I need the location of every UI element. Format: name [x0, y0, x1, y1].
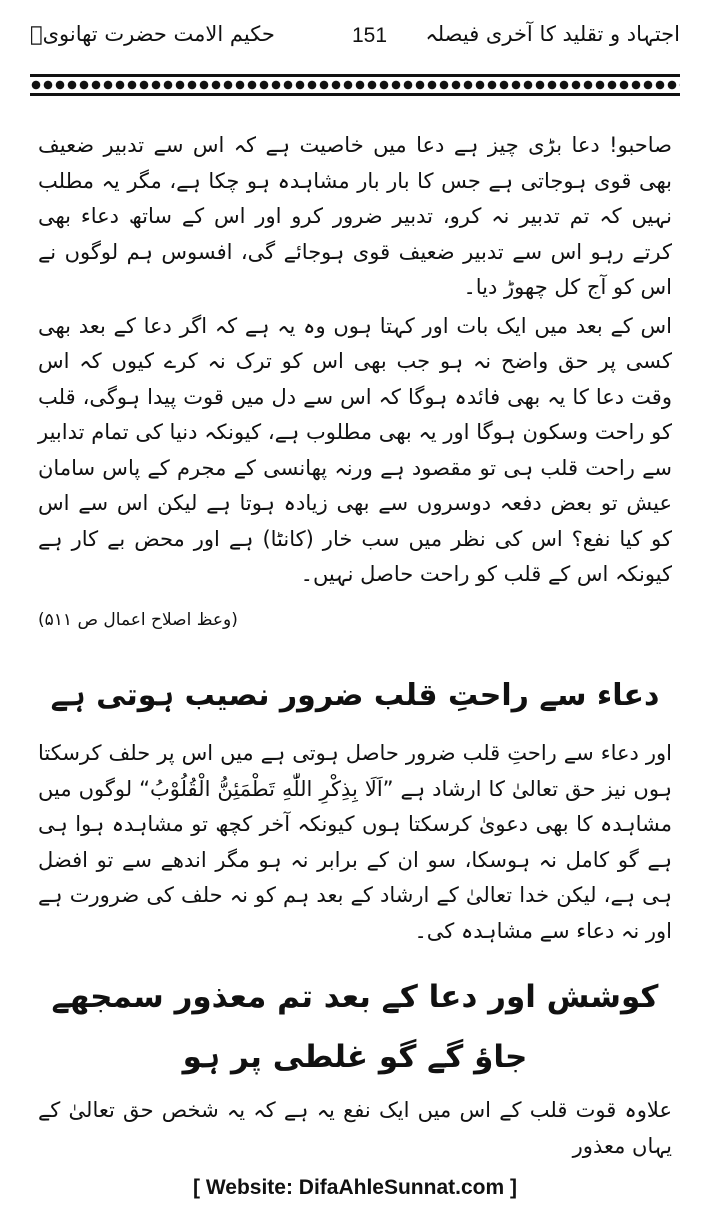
website-footer: [ Website: DifaAhleSunnat.com ]	[193, 1176, 517, 1199]
section-heading-1: دعاء سے راحتِ قلب ضرور نصیب ہوتی ہے	[50, 678, 660, 713]
page-number: 151	[352, 24, 388, 47]
decorative-border	[30, 74, 680, 96]
paragraph-1: صاحبو! دعا بڑی چیز ہے دعا میں خاصیت ہے کہ اس سے تدبیر ضعیف بھی قوی ہوجاتی ہے جس کا بار بار مشاہدہ ہو چکا ہے، مگر یہ مطلب نہیں کہ تم تدبیر نہ کرو، تدبیر ضرور کرو اور اس کے ساتھ دعاء بھی کرتے رہو اس سے تدبیر ضعیف قوی ہوجائے گی، افسوس ہم لوگوں نے اس کو آج کل چھوڑ دیا۔	[38, 133, 672, 299]
page-header	[30, 22, 680, 62]
paragraph-2: اس کے بعد میں ایک بات اور کہتا ہوں وہ یہ ہے کہ اگر دعا کے بعد بھی کسی پر حق واضح نہ ہو جب بھی اس کو ترک نہ کرے کیوں کہ اس وقت دعا کا یہ بھی فائدہ ہوگا کہ اس سے دل میں قوت پیدا ہوگی، قلب کو راحت وسکون ہوگا اور یہ بھی مطلوب ہے، کیونکہ دنیا کی تمام تدابیر سے راحت قلب ہی تو مقصود ہے ورنہ پھانسی کے مجرم کے پاس سامان عیش تو بعض دفعہ دوسروں سے بھی زیادہ ہوتا ہے لیکن اس سے اس کو کیا نفع؟ اس کی نظر میں سب خار (کانٹا) ہے اور محض بے کار ہے کیونکہ اس کے قلب کو راحت حاصل نہیں۔	[38, 313, 672, 586]
paragraph-4: علاوہ قوت قلب کے اس میں ایک نفع یہ ہے کہ یہ شخص حق تعالیٰ کے یہاں معذور	[38, 1098, 672, 1158]
author-title: حکیم الامت حضرت تھانویؒ	[30, 22, 275, 46]
border-line-bottom	[30, 93, 680, 96]
reference-citation: (وعظ اصلاح اعمال ص ۵۱۱)	[38, 609, 238, 630]
paragraph-3: اور دعاء سے راحتِ قلب ضرور حاصل ہوتی ہے میں اس پر حلف کرسکتا ہوں نیز حق تعالیٰ کا ارشاد ہے ”اَلَا بِذِكْرِ اللّٰهِ تَطْمَئِنُّ الْقُلُوْبُ“ لوگوں میں مشاہدہ کا بھی دعویٰ کرسکتا ہوں کیونکہ آخر کچھ تو مشاہدہ ہوا ہی ہے گو کامل نہ ہوسکا، سو ان کے برابر نہ ہو مگر اندھے سے تو افضل ہی ہے، لیکن خدا تعالیٰ کے ارشاد کے بعد ہم کو نہ حلف کی ضرورت ہے اور نہ دعاء سے مشاہدہ کی۔	[38, 741, 672, 943]
page-content	[38, 128, 672, 1164]
border-beads	[30, 79, 680, 91]
section-heading-2: کوشش اور دعا کے بعد تم معذور سمجھے جاؤ گے گو غلطی پر ہو	[51, 979, 659, 1075]
border-line-top	[30, 74, 680, 77]
book-title: اجتہاد و تقلید کا آخری فیصلہ	[425, 22, 680, 46]
